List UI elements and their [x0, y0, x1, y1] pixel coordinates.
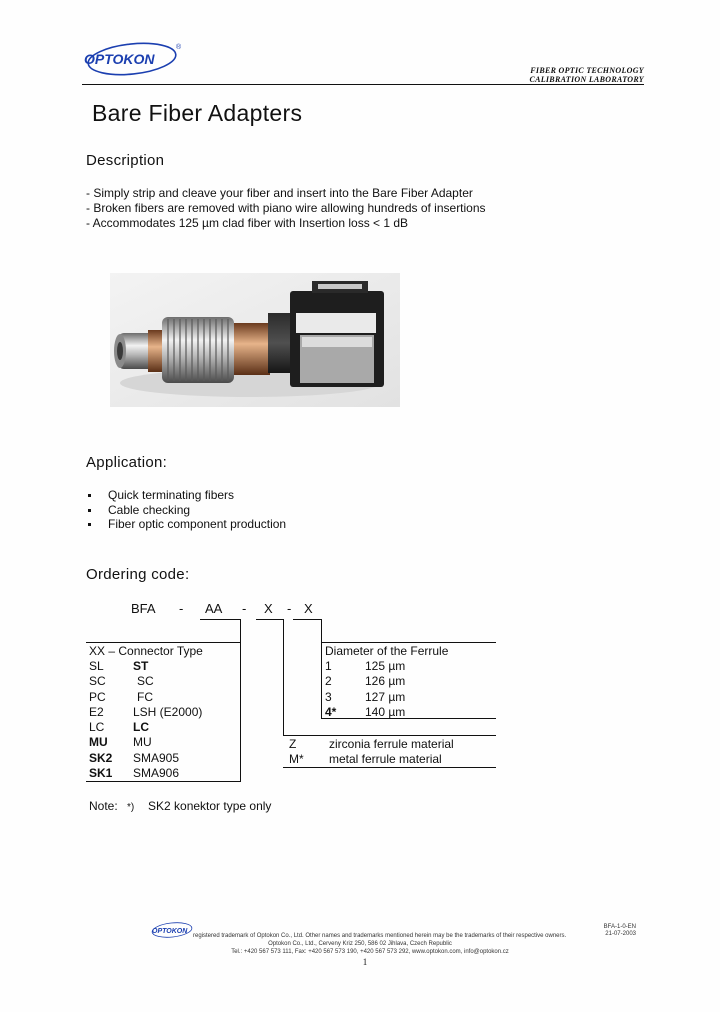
ordering-heading: Ordering code:	[86, 566, 190, 583]
connector-code: SK2	[89, 750, 113, 765]
diameter-code: 3	[325, 689, 332, 704]
code-part-diameter: X	[304, 601, 313, 616]
logo-text: OPTOKON	[84, 51, 155, 67]
page-number: 1	[362, 957, 368, 967]
code-underline	[256, 619, 283, 620]
connector-type: SMA905	[133, 750, 180, 765]
table-row	[325, 690, 405, 705]
footer-contact: Tel.: +420 567 573 111, Fax: +420 567 573 190, +420 567 573 292, www.optokon.com, info@optokon.cz	[231, 949, 509, 955]
description-line: - Broken fibers are removed with piano wire allowing hundreds of insertions	[86, 201, 486, 215]
table-row	[289, 752, 454, 767]
list-item: Quick terminating fibers	[86, 488, 286, 503]
connector-type: LC	[133, 720, 149, 735]
connector-code: E2	[89, 704, 104, 719]
application-heading: Application:	[86, 454, 168, 471]
table-row	[89, 751, 239, 766]
footer-logo-text: OPTOKON	[152, 928, 188, 935]
logo-registered-mark: ®	[176, 44, 182, 51]
note-text: SK2 konektor type only	[148, 799, 272, 813]
material-box-top	[283, 735, 496, 736]
table-row	[289, 737, 454, 752]
material-connector-line	[283, 619, 284, 736]
material-code: M*	[289, 752, 304, 767]
description-line: - Simply strip and cleave your fiber and insert into the Bare Fiber Adapter	[86, 186, 473, 200]
footer-doc-code: BFA-1-0-EN	[603, 924, 636, 930]
connector-code: SK1	[89, 766, 113, 781]
description-line: - Accommodates 125 µm clad fiber with Insertion loss < 1 dB	[86, 216, 409, 230]
code-part-connector: AA	[205, 601, 223, 616]
header-tagline	[529, 66, 644, 84]
footer-doc-date: 21-07-2003	[605, 931, 636, 937]
diameter-value: 127 µm	[365, 689, 406, 704]
code-dash: -	[287, 601, 292, 616]
code-part-bfa: BFA	[131, 601, 156, 616]
note-label: Note:	[89, 799, 118, 813]
logo-graphic	[82, 40, 192, 76]
connector-box-top	[86, 642, 240, 643]
code-underline	[200, 619, 240, 620]
connector-code: SC	[89, 674, 106, 689]
connector-type: MU	[133, 735, 152, 750]
footer-trademark: registered trademark of Optokon Co., Ltd. Other names and trademarks mentioned herein may be the trademarks of their respective owners.	[193, 933, 567, 939]
connector-code: PC	[89, 689, 106, 704]
diameter-code: 4*	[325, 704, 337, 719]
footer-address: Optokon Co., Ltd., Cerveny Kriz 250, 586 02 Jihlava, Czech Republic	[268, 941, 452, 947]
diameter-value: 125 µm	[365, 659, 406, 673]
code-dash: -	[242, 601, 247, 616]
material-desc: zirconia ferrule material	[329, 737, 454, 751]
description-heading: Description	[86, 152, 165, 169]
diameter-code: 2	[325, 674, 332, 689]
connector-box-right	[240, 619, 241, 782]
optokon-logo	[82, 40, 192, 76]
connector-type: SMA906	[133, 766, 180, 781]
connector-type: ST	[133, 659, 149, 673]
tagline-line-2: CALIBRATION LABORATORY	[529, 75, 644, 84]
connector-type: FC	[137, 689, 153, 704]
table-row	[89, 690, 239, 705]
connector-code: MU	[89, 735, 108, 750]
table-row	[89, 659, 239, 674]
connector-type: SC	[137, 674, 154, 689]
page-title: Bare Fiber Adapters	[92, 100, 303, 126]
code-underline	[293, 619, 321, 620]
diameter-connector-line	[321, 619, 322, 719]
diameter-value: 126 µm	[365, 674, 406, 689]
list-item: Cable checking	[86, 503, 286, 518]
table-row	[89, 705, 239, 720]
material-code: Z	[289, 737, 297, 751]
tagline-line-1: FIBER OPTIC TECHNOLOGY	[530, 66, 644, 75]
code-part-material: X	[264, 601, 273, 616]
diameter-box-top	[321, 642, 496, 643]
table-row	[325, 674, 405, 689]
list-item: Fiber optic component production	[86, 517, 286, 532]
diameter-header: Diameter of the Ferrule	[325, 644, 449, 658]
application-list	[86, 488, 286, 532]
product-photo	[110, 273, 400, 407]
table-row	[89, 720, 239, 735]
connector-code: LC	[89, 720, 105, 735]
material-desc: metal ferrule material	[329, 752, 442, 767]
table-row	[89, 735, 239, 750]
diameter-code: 1	[325, 659, 332, 673]
table-row	[89, 766, 239, 781]
table-row	[89, 674, 239, 689]
description-list	[86, 186, 486, 231]
note	[89, 799, 271, 815]
table-row	[325, 659, 405, 674]
material-table	[289, 737, 454, 768]
diameter-value: 140 µm	[365, 704, 406, 719]
diameter-table	[325, 659, 405, 720]
header-divider	[82, 84, 644, 85]
note-mark: *)	[127, 802, 135, 813]
connector-table	[89, 659, 239, 781]
connector-code: SL	[89, 659, 104, 673]
code-dash: -	[179, 601, 184, 616]
table-row	[325, 705, 405, 720]
connector-header: XX – Connector Type	[89, 644, 203, 658]
connector-type: LSH (E2000)	[133, 704, 203, 719]
